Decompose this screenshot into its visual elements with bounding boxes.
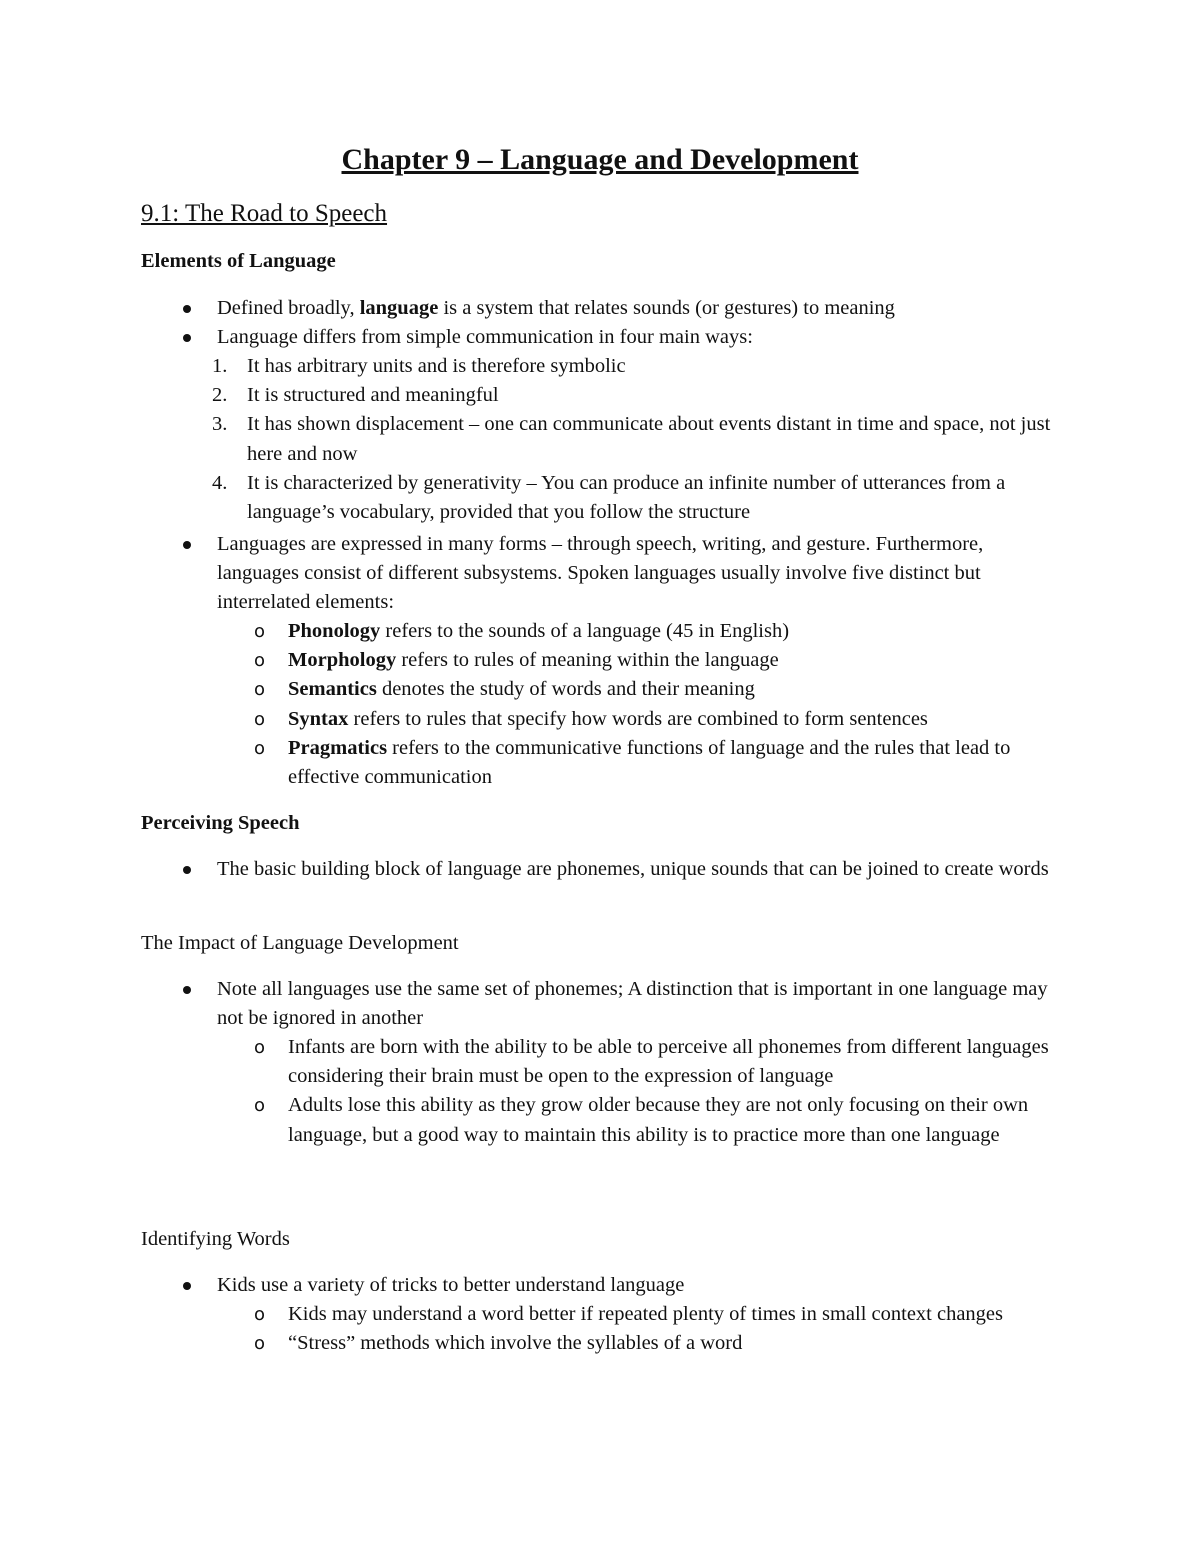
numbered-item: 2. It is structured and meaningful — [212, 384, 499, 407]
sub-list-item: o Adults lose this ability as they grow older because they are not only focusing on their own language, but a good way to maintain this ability is to practice more than one language — [0, 1091, 1060, 1149]
heading-identifying-words: Identifying Words — [141, 1228, 290, 1250]
bullet-icon — [183, 541, 191, 549]
circle-bullet-icon: o — [254, 650, 266, 672]
bullet-icon — [183, 334, 191, 342]
impact-sub-list — [0, 1033, 1060, 1150]
circle-bullet-icon: o — [254, 1333, 266, 1355]
circle-bullet-icon: o — [254, 679, 266, 701]
bullet-icon — [183, 986, 191, 994]
sub-list-item: o Morphology refers to rules of meaning within the language — [0, 646, 1070, 675]
sub-list-item: o “Stress” methods which involve the syllables of a word — [0, 1329, 1050, 1358]
sub-list-item: o Semantics denotes the study of words and their meaning — [0, 675, 1070, 704]
identifying-sub-list — [0, 1300, 1050, 1358]
numbered-item: 1. It has arbitrary units and is therefore symbolic — [212, 355, 626, 377]
bullet-icon — [183, 305, 191, 313]
circle-bullet-icon: o — [254, 737, 266, 759]
page-title: Chapter 9 – Language and Development — [341, 143, 859, 176]
circle-bullet-icon: o — [254, 1037, 266, 1058]
list-item: Languages are expressed in many forms – through speech, writing, and gesture. Furthermore, languages consist of different subsystems. Spoken languages usually involve five distinct but interrelated elements: — [0, 530, 1010, 618]
list-item: Language differs from simple communication in four main ways: — [0, 323, 1200, 352]
section-heading: 9.1: The Road to Speech — [141, 200, 388, 227]
circle-bullet-icon: o — [254, 708, 266, 730]
circle-bullet-icon: o — [254, 1095, 266, 1117]
bullet-icon — [183, 1282, 191, 1290]
circle-bullet-icon: o — [254, 621, 266, 642]
elements-list — [0, 294, 1200, 352]
heading-impact-of-language-development: The Impact of Language Development — [141, 932, 459, 954]
impact-list — [0, 975, 1060, 1033]
sub-list-item: o Pragmatics refers to the communicative functions of language and the rules that lead to effective communication — [0, 734, 1070, 792]
perceiving-list — [0, 855, 1060, 884]
list-item: The basic building block of language are phonemes, unique sounds that can be joined to create words — [0, 855, 1060, 884]
identifying-list — [0, 1271, 1060, 1300]
sub-list-item: o Kids may understand a word better if repeated plenty of times in small context changes — [0, 1300, 1050, 1329]
list-item: Defined broadly, language is a system that relates sounds (or gestures) to meaning — [0, 294, 1200, 323]
sub-list-item: o Phonology refers to the sounds of a language (45 in English) — [0, 617, 1070, 646]
list-item: Note all languages use the same set of phonemes; A distinction that is important in one language may not be ignored in another — [0, 975, 1060, 1033]
numbered-list — [0, 352, 1070, 527]
bullet-icon — [183, 866, 191, 874]
sub-list-item: o Infants are born with the ability to be able to perceive all phonemes from different languages considering their brain must be open to the expression of language — [0, 1033, 1060, 1091]
numbered-item: 4. It is characterized by generativity – You can produce an infinite number of utterances from a language’s vocabulary, provided that you follow the structure — [212, 471, 1006, 524]
sub-list-item: o Syntax refers to rules that specify how words are combined to form sentences — [0, 705, 1070, 734]
subsystems-list — [0, 617, 1070, 792]
numbered-item: 3. It has shown displacement – one can communicate about events distant in time and space, not just here and now — [212, 413, 1051, 465]
circle-bullet-icon: o — [254, 1304, 266, 1325]
list-item: Kids use a variety of tricks to better understand language — [0, 1271, 1060, 1300]
heading-elements-of-language: Elements of Language — [141, 250, 336, 272]
elements-list-continued — [0, 530, 1010, 618]
heading-perceiving-speech: Perceiving Speech — [141, 812, 300, 834]
